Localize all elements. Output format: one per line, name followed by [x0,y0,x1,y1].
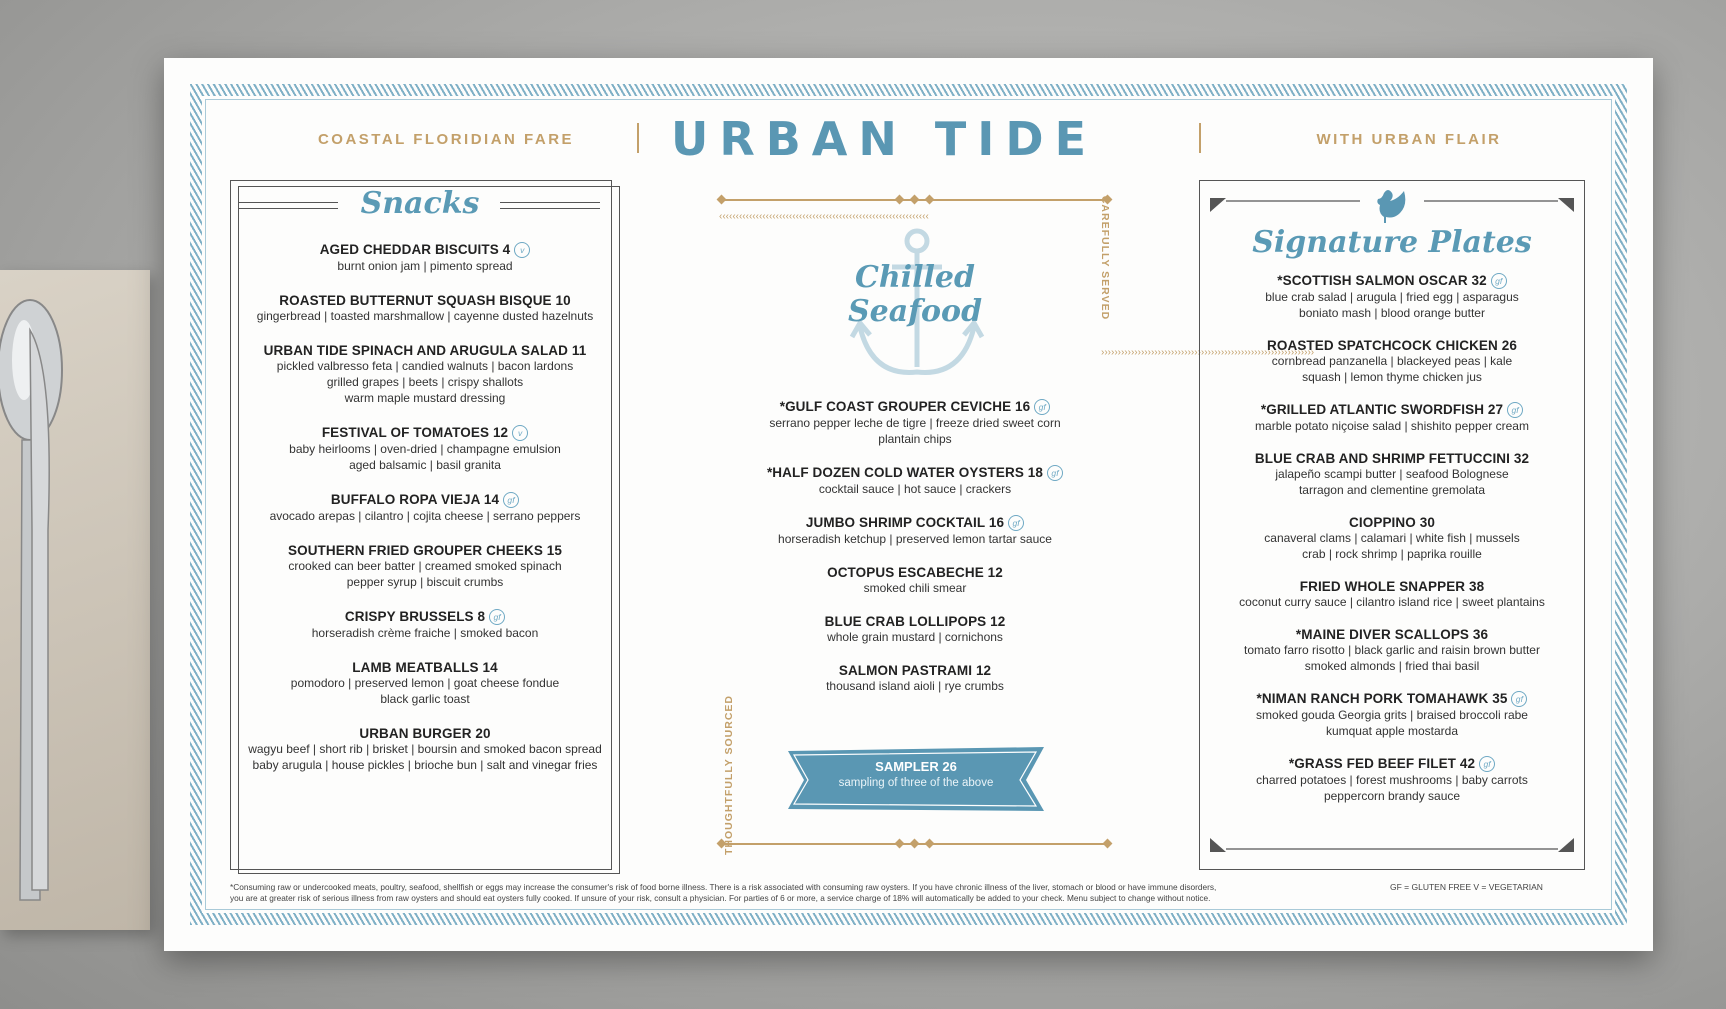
menu-item-title: ROASTED SPATCHCOCK CHICKEN 26 [1267,338,1517,353]
menu-item-description: wagyu beef | short rib | brisket | boursin and smoked bacon spread [248,742,602,756]
menu-item [238,543,612,590]
menu-item-description: jalapeño scampi butter | seafood Bolognese [1275,467,1509,481]
menu-item [740,399,1090,447]
menu-item [1206,451,1578,498]
gluten-free-badge: gf [1479,756,1495,772]
menu-item-title: OCTOPUS ESCABECHE 12 [827,565,1003,580]
gluten-free-badge: gf [1034,399,1050,415]
tagline-left: COASTAL FLORIDIAN FARE [317,131,575,148]
menu-item-description: cocktail sauce | hot sauce | crackers [818,482,1012,496]
menu-item-description: warm maple mustard dressing [344,391,506,405]
corner-ornament-icon [1210,836,1574,852]
menu-item-title: CRISPY BRUSSELS 8 [344,609,486,624]
menu-item-title: FRIED WHOLE SNAPPER 38 [1299,579,1485,594]
sampler-name: SAMPLER 26 [875,759,957,774]
menu-item-title: BLUE CRAB AND SHRIMP FETTUCCINI 32 [1254,451,1530,466]
menu-item-name [238,660,612,675]
menu-item [740,465,1090,497]
menu-item-description: squash | lemon thyme chicken jus [1302,370,1482,384]
menu-item-name [1206,515,1578,530]
menu-item [1206,515,1578,562]
menu-item-description: blue crab salad | arugula | fried egg | asparagus [1265,290,1519,304]
menu-item-description: pickled valbresso feta | candied walnuts | bacon lardons [276,359,574,373]
menu-item [740,565,1090,596]
menu-item-description: canaveral clams | calamari | white fish | mussels [1264,531,1520,545]
menu-item-description: burnt onion jam | pimento spread [337,259,513,273]
menu-item-description: charred potatoes | forest mushrooms | baby carrots [1256,773,1528,787]
snacks-list [238,242,612,792]
section-title [720,261,1110,329]
menu-item [1206,579,1578,610]
menu-item-title: SALMON PASTRAMI 12 [838,663,992,678]
menu-item-description: grilled grapes | beets | crispy shallots [326,375,524,389]
menu-item-name [740,565,1090,580]
disclaimer-line: *Consuming raw or undercooked meats, poultry, seafood, shellfish or eggs may increase the consumer's risk of food borne illness. There is a risk associated with consuming raw oysters. If you have chronic illness of the liver, stomach or blood or have immune disorders, [230,882,1217,892]
signature-plates-list [1206,273,1578,821]
menu-item-description: horseradish crème fraiche | smoked bacon [311,626,539,640]
menu-item [1206,756,1578,804]
menu-item-name [1206,451,1578,466]
menu-item-description: marble potato niçoise salad | shishito pepper cream [1255,419,1529,433]
menu-item-title: *HALF DOZEN COLD WATER OYSTERS 18 [766,465,1044,480]
vegetarian-badge: v [514,242,530,258]
menu-item-description: crab | rock shrimp | paprika rouille [1302,547,1482,561]
rooster-icon [1374,187,1408,225]
menu-item-description: avocado arepas | cilantro | cojita cheese | serrano peppers [269,509,581,523]
menu-item-title: URBAN BURGER 20 [359,726,491,741]
menu-item-name [740,614,1090,629]
gluten-free-badge: gf [1511,691,1527,707]
disclaimer [230,882,1280,904]
menu-item-title: *GULF COAST GROUPER CEVICHE 16 [779,399,1031,414]
menu-item-title: LAMB MEATBALLS 14 [352,660,498,675]
menu-item-name [1206,691,1578,707]
dietary-legend: GF = GLUTEN FREE V = VEGETARIAN [1390,882,1543,892]
disclaimer-line: you are at greater risk of serious illness from raw oysters and should eat oysters fully cooked. If unsure of your risk, consult a physician. For parties of 6 or more, a service charge of 18% will automatically be added to your check. Menu subject to change without notice. [230,893,1211,903]
menu-item-title: FESTIVAL OF TOMATOES 12 [321,425,509,440]
menu-item-title: JUMBO SHRIMP COCKTAIL 16 [805,515,1005,530]
menu-item-description: baby arugula | house pickles | brioche bun | salt and vinegar fries [252,758,598,772]
vegetarian-badge: v [512,425,528,441]
menu-item-description: smoked chili smear [863,581,967,595]
menu-item-name [238,343,612,358]
menu-item-description: smoked almonds | fried thai basil [1304,659,1480,673]
menu-item-description: baby heirlooms | oven-dried | champagne emulsion [289,442,561,456]
menu-item-name [238,425,612,441]
gluten-free-badge: gf [1047,465,1063,481]
section-title-line1: Chilled [855,260,975,295]
knife-icon [20,330,60,890]
diamond-ornament-icon [716,838,1114,850]
menu-item-title: ROASTED BUTTERNUT SQUASH BISQUE 10 [279,293,571,308]
menu-item-description: tarragon and clementine gremolata [1298,483,1486,497]
section-title: Snacks [360,186,480,221]
menu-item [238,242,612,274]
menu-item [1206,338,1578,385]
menu-item-name [238,242,612,258]
menu-item [1206,402,1578,434]
menu-item-name [238,726,612,741]
menu-item-description: tomato farro risotto | black garlic and raisin brown butter [1244,643,1540,657]
menu-item-description: gingerbread | toasted marshmallow | cayenne dusted hazelnuts [256,309,594,323]
menu-item-description: smoked gouda Georgia grits | braised broccoli rabe [1256,708,1528,722]
menu-item [740,614,1090,645]
menu-item-title: BUFFALO ROPA VIEJA 14 [330,492,500,507]
menu-item-description: coconut curry sauce | cilantro island rice | sweet plantains [1239,595,1545,609]
tagline-right: WITH URBAN FLAIR [1316,131,1502,148]
menu-item-name [740,515,1090,531]
menu-card [164,58,1653,951]
menu-item-title: *SCOTTISH SALMON OSCAR 32 [1277,273,1487,288]
menu-item-title: SOUTHERN FRIED GROUPER CHEEKS 15 [288,543,562,558]
menu-item-title: CIOPPINO 30 [1349,515,1435,530]
menu-item-title: *MAINE DIVER SCALLOPS 36 [1295,627,1489,642]
menu-item-name [238,293,612,308]
menu-item-name [238,609,612,625]
menu-item-description: plantain chips [878,432,952,446]
side-text-left: THOUGHTFULLY SOURCED [723,694,735,855]
menu-item-name [1206,756,1578,772]
menu-item-description: kumquat apple mostarda [1325,724,1459,738]
section-title-line2: Seafood [847,294,983,329]
menu-item [238,660,612,707]
menu-item-name [1206,402,1578,418]
menu-item [238,609,612,641]
menu-item [238,425,612,473]
menu-item-name [238,492,612,508]
snacks-panel [230,180,624,872]
restaurant-name: URBAN TIDE [670,112,1098,166]
menu-item-description: cornbread panzanella | blackeyed peas | kale [1271,354,1513,368]
menu-item [1206,691,1578,739]
gluten-free-badge: gf [503,492,519,508]
menu-item-description: black garlic toast [380,692,470,706]
gluten-free-badge: gf [1491,273,1507,289]
menu-item-description: whole grain mustard | cornichons [827,630,1003,644]
menu-item [238,492,612,524]
menu-item-description: pepper syrup | biscuit crumbs [346,575,504,589]
sampler-desc: sampling of three of the above [838,777,994,789]
menu-item [1206,627,1578,674]
menu-item-description: serrano pepper leche de tigre | freeze dried sweet corn [769,416,1061,430]
menu-item-description: horseradish ketchup | preserved lemon tartar sauce [778,532,1052,546]
menu-item-name [740,399,1090,415]
menu-item-title: *GRILLED ATLANTIC SWORDFISH 27 [1260,402,1504,417]
menu-item-description: thousand island aioli | rye crumbs [826,679,1004,693]
menu-item-description: pomodoro | preserved lemon | goat cheese fondue [290,676,560,690]
menu-item-name [1206,627,1578,642]
menu-item [740,663,1090,694]
side-text-right: CAREFULLY SERVED [1099,195,1111,321]
menu-item-title: BLUE CRAB LOLLIPOPS 12 [824,614,1006,629]
menu-item-name [238,543,612,558]
menu-item-description: boniato mash | blood orange butter [1299,306,1485,320]
menu-item-description: crooked can beer batter | creamed smoked spinach [288,559,562,573]
chevron-border-right: ›››››››››››››››››››››››››››››››››››››››››››››››››››››››››››››››› [1101,347,1315,358]
menu-item-name [1206,579,1578,594]
menu-item-title: URBAN TIDE SPINACH AND ARUGULA SALAD 11 [263,343,587,358]
menu-item-name [740,465,1090,481]
menu-item-name [1206,273,1578,289]
menu-item-title: *GRASS FED BEEF FILET 42 [1288,756,1476,771]
menu-item [238,726,612,773]
gluten-free-badge: gf [489,609,505,625]
menu-item [740,515,1090,547]
menu-item-title: AGED CHEDDAR BISCUITS 4 [319,242,511,257]
menu-item-description: peppercorn brandy sauce [1323,789,1461,803]
menu-item [238,343,612,406]
divider [1199,123,1201,153]
chilled-seafood-list [740,399,1090,712]
menu-item-description: aged balsamic | basil granita [349,458,501,472]
section-title: Signature Plates [1252,225,1532,260]
menu-item [238,293,612,324]
signature-plates-panel [1199,180,1585,870]
menu-item-name [1206,338,1578,353]
gluten-free-badge: gf [1507,402,1523,418]
gluten-free-badge: gf [1008,515,1024,531]
diamond-ornament-icon [716,194,1114,206]
menu-item-title: *NIMAN RANCH PORK TOMAHAWK 35 [1256,691,1508,706]
chevron-border-left: ‹‹‹‹‹‹‹‹‹‹‹‹‹‹‹‹‹‹‹‹‹‹‹‹‹‹‹‹‹‹‹‹‹‹‹‹‹‹‹‹‹‹‹‹‹‹‹‹‹‹‹‹‹‹‹‹‹‹‹‹‹‹‹ [719,211,929,222]
menu-item-name [740,663,1090,678]
menu-item [1206,273,1578,321]
